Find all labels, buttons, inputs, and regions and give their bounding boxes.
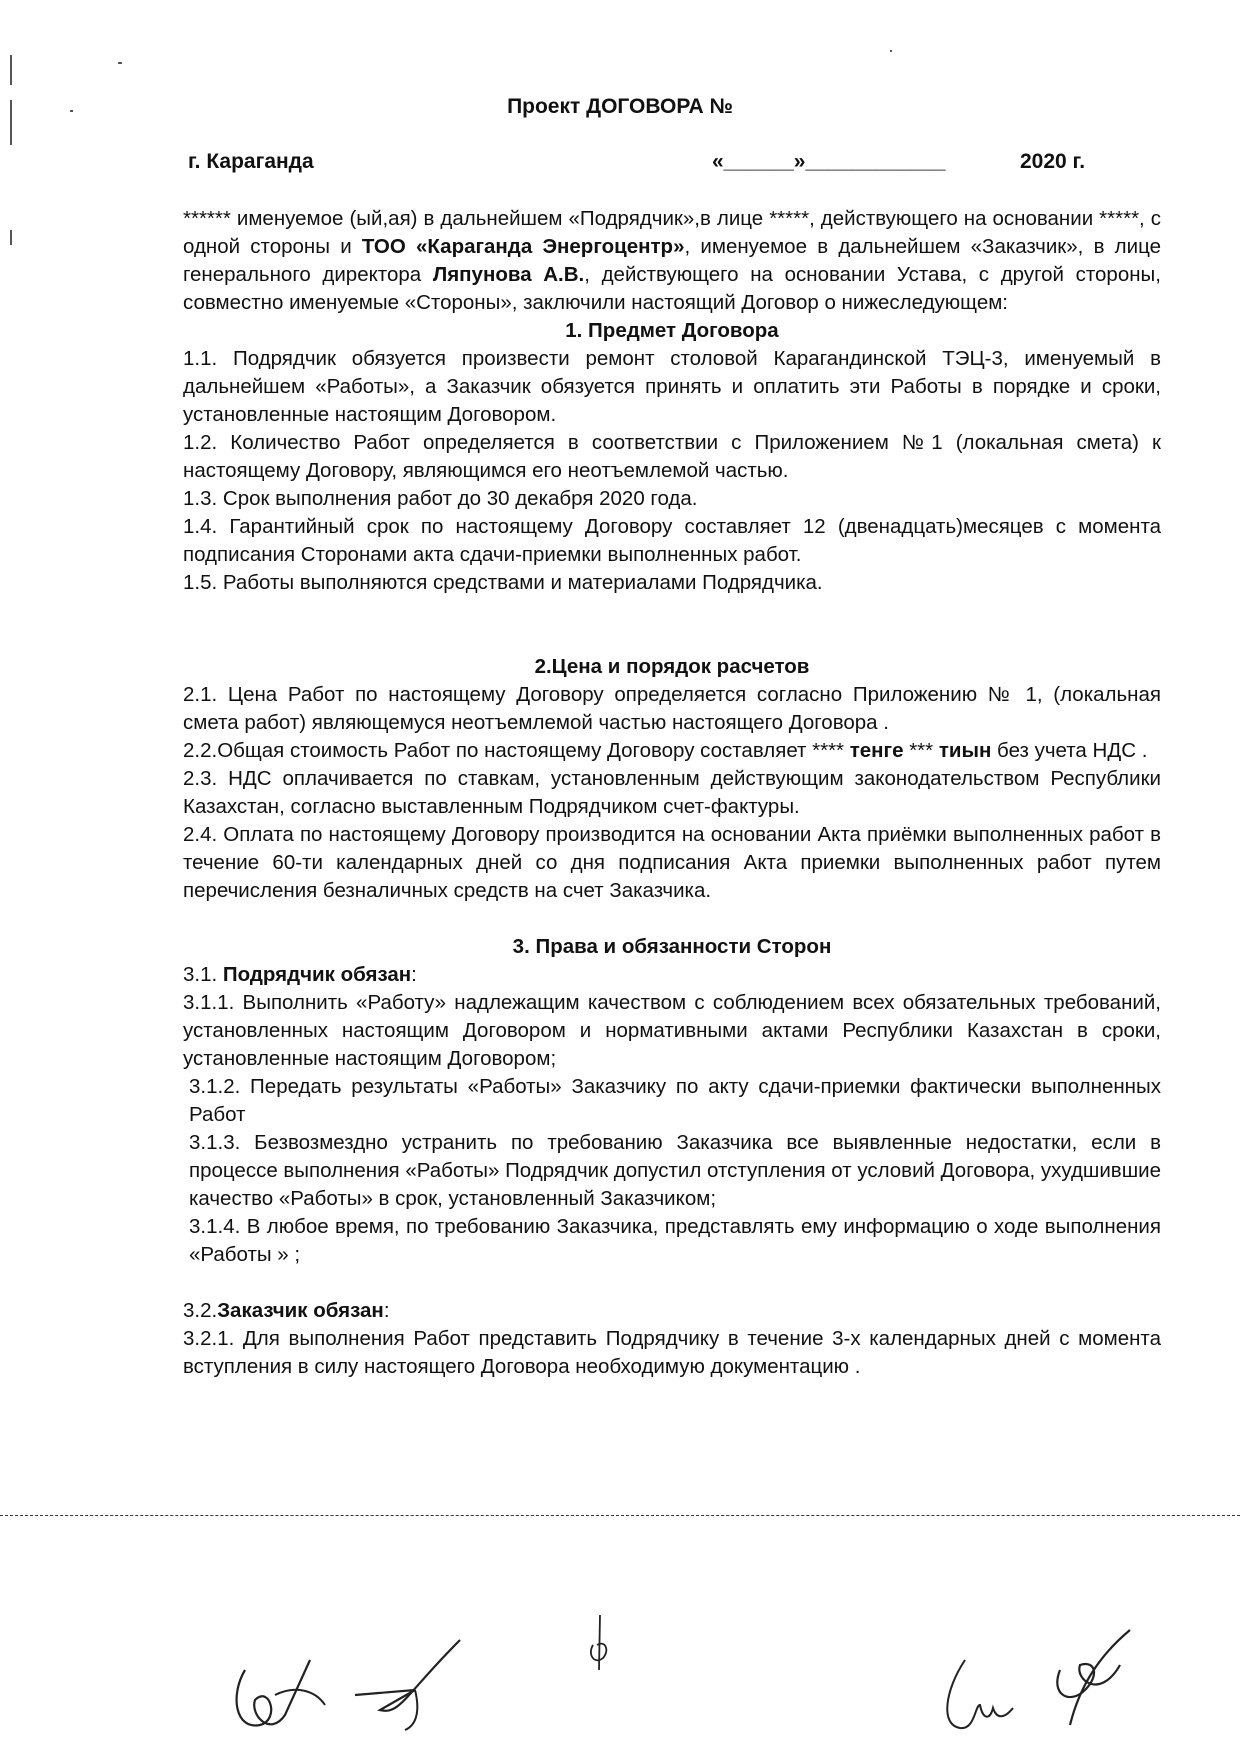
currency-tenge: тенге — [849, 739, 904, 762]
clause-2-4: 2.4. Оплата по настоящему Договору производится на основании Акта приёмки выполненных работ в течение 60-ти календарных дней со дня подписания Акта приемки выполненных работ путем перечисления безналичных средств на счет Заказчика. — [183, 823, 1161, 902]
date-blank: «______»____________ — [712, 150, 946, 173]
fold-line — [0, 1515, 1240, 1517]
section-1-heading: 1. Предмет Договора — [565, 319, 779, 342]
clause-3-1 — [183, 961, 1161, 989]
contractor-obligations-label: Подрядчик обязан — [222, 963, 412, 986]
clause-2-2 — [183, 737, 1161, 765]
clause-3-1-3: 3.1.3. Безвозмездно устранить по требованию Заказчика все выявленные недостатки, если в процессе выполнения «Работы» Подрядчик допустил отступления от условий Договора, ухудшившие качество «Работы» в срок, установленный Заказчиком; — [189, 1131, 1161, 1210]
clause-3-1-colon: : — [411, 963, 417, 986]
clause-2-2-text: 2.2.Общая стоимость Работ по настоящему Договору составляет **** — [183, 739, 850, 762]
signature-right-1 — [935, 1650, 1025, 1735]
clause-3-1-4: 3.1.4. В любое время, по требованию Заказчика, представлять ему информацию о ходе выполнения «Работы » ; — [189, 1215, 1161, 1266]
clause-3-1-2: 3.1.2. Передать результаты «Работы» Заказчику по акту сдачи-приемки фактически выполненных Работ — [189, 1075, 1161, 1126]
director-name: Ляпунова А.В. — [432, 263, 585, 286]
intro-paragraph — [183, 205, 1161, 317]
intro-text-3: , действующего на основании Устава, с другой стороны, совместно именуемые «Стороны», заключили настоящий Договор о нижеследующем: — [183, 263, 1161, 314]
customer-obligations-label: Заказчик обязан — [217, 1299, 384, 1322]
currency-tiyn: тиын — [938, 739, 992, 762]
city: г. Караганда — [188, 150, 314, 173]
signature-left-1 — [225, 1645, 335, 1740]
clause-1-5: 1.5. Работы выполняются средствами и материалами Подрядчика. — [183, 571, 823, 594]
signature-left-2 — [345, 1635, 475, 1735]
clause-1-1: 1.1. Подрядчик обязуется произвести ремонт столовой Карагандинской ТЭЦ-3, именуемый в дальнейшем «Работы», а Заказчик обязуется принять и оплатить эти Работы в порядке и сроки, установленные настоящим Договором. — [183, 347, 1161, 426]
customer-name: ТОО «Караганда Энергоцентр» — [361, 235, 685, 258]
clause-2-2-tail: без учета НДС . — [991, 739, 1148, 762]
clause-3-1-num: 3.1. — [183, 963, 223, 986]
clause-3-2-num: 3.2. — [183, 1299, 218, 1322]
signature-right-2 — [1040, 1625, 1150, 1735]
clause-1-2: 1.2. Количество Работ определяется в соответствии с Приложением №1 (локальная смета) к настоящему Договору, являющимся его неотъемлемой частью. — [183, 431, 1161, 482]
clause-1-4: 1.4. Гарантийный срок по настоящему Договору составляет 12 (двенадцать)месяцев с момента подписания Сторонами акта сдачи-приемки выполненных работ. — [183, 515, 1161, 566]
clause-3-1-1: 3.1.1. Выполнить «Работу» надлежащим качеством с соблюдением всех обязательных требований, установленных настоящим Договором и нормативными актами Республики Казахстан в сроки, установленные настоящим Договором; — [183, 991, 1161, 1070]
clause-3-2-colon: : — [383, 1299, 390, 1322]
document-title: Проект ДОГОВОРА № — [507, 95, 733, 118]
contract-body — [183, 205, 1161, 1381]
year: 2020 г. — [1020, 150, 1086, 173]
intro-text-2: , именуемое в дальнейшем «Заказчик», в лице генерального директора — [183, 235, 1162, 286]
clause-2-1: 2.1. Цена Работ по настоящему Договору определяется согласно Приложению № 1, (локальная смета работ) являющемуся неотъемлемой частью настоящего Договора . — [183, 683, 1161, 734]
clause-2-2-stars: *** — [903, 739, 939, 762]
clause-2-3: 2.3. НДС оплачивается по ставкам, установленным действующим законодательством Республики Казахстан, согласно выставленным Подрядчиком счет-фактуры. — [183, 767, 1161, 818]
signature-mid — [585, 1610, 615, 1680]
clause-3-2-1: 3.2.1. Для выполнения Работ представить Подрядчику в течение 3-х календарных дней с момента вступления в силу настоящего Договора необходимую документацию . — [183, 1327, 1161, 1378]
clause-3-2 — [183, 1297, 1161, 1325]
intro-text-1: ****** именуемое (ый,ая) в дальнейшем «Подрядчик»,в лице *****, действующего на основании *****, с одной стороны и — [183, 207, 1161, 258]
section-2-heading: 2.Цена и порядок расчетов — [534, 655, 810, 678]
clause-1-3: 1.3. Срок выполнения работ до 30 декабря 2020 года. — [183, 487, 698, 510]
section-3-heading: 3. Права и обязанности Сторон — [512, 935, 832, 958]
